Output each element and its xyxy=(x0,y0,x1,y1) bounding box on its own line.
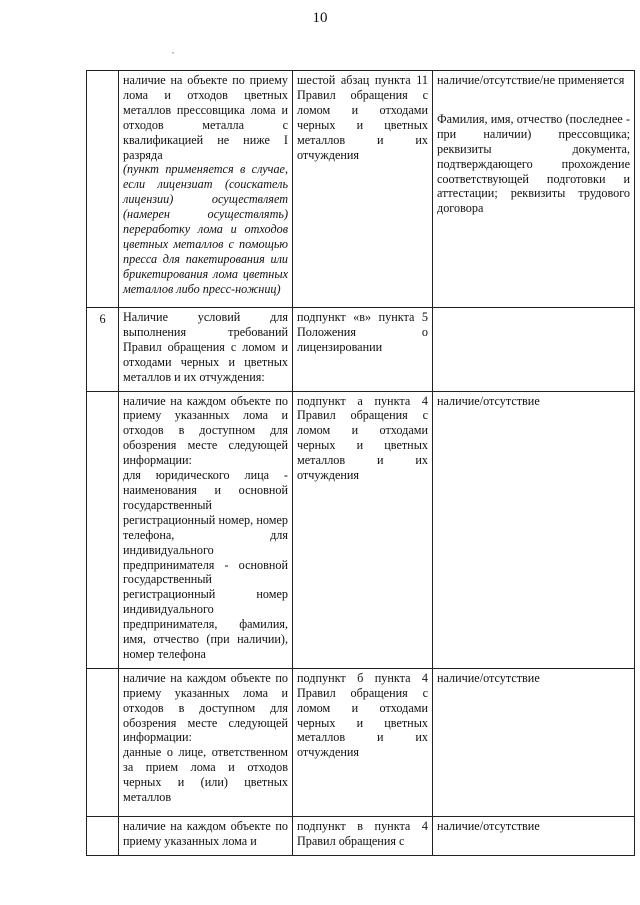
row-number xyxy=(87,668,119,816)
license-requirements-table xyxy=(86,70,635,856)
requirement-detail: данные о лице, ответственном за прием лома и отходов черных и (или) цветных металлов xyxy=(123,745,288,805)
info-cell xyxy=(433,71,635,308)
table-row xyxy=(87,308,635,392)
table-row xyxy=(87,668,635,816)
requirement-text: наличие на объекте по приему лома и отходов цветных металлов прессовщика лома и отходов металла с квалификацией не ниже I разряда xyxy=(123,73,288,162)
row-number xyxy=(87,391,119,668)
info-cell: наличие/отсутствие xyxy=(433,668,635,816)
reference-cell: подпункт б пункта 4 Правил обращения с ломом и отходами черных и цветных металлов и их отчуждения xyxy=(293,668,433,816)
requirement-text: наличие на каждом объекте по приему указанных лома и отходов в доступном для обозрения месте следующей информации: xyxy=(123,393,288,468)
requirement-cell xyxy=(119,391,293,668)
reference-cell: шестой абзац пункта 11 Правил обращения с ломом и отходами черных и цветных металлов и их отчуждения xyxy=(293,71,433,308)
requirement-cell xyxy=(119,71,293,308)
table-row xyxy=(87,71,635,308)
requirement-cell: наличие на каждом объекте по приему указанных лома и xyxy=(119,816,293,855)
info-cell: наличие/отсутствие xyxy=(433,391,635,668)
table-row xyxy=(87,816,635,855)
row-number xyxy=(87,816,119,855)
reference-cell: подпункт а пункта 4 Правил обращения с ломом и отходами черных и цветных металлов и их отчуждения xyxy=(293,391,433,668)
row-number xyxy=(87,71,119,308)
requirement-note: (пункт применяется в случае, если лицензиат (соискатель лицензии) осуществляет (намерен осуществлять) переработку лома и отходов цветных металлов с помощью пресса для пакетирования или брикетирования лома цветных металлов либо пресс-ножниц) xyxy=(123,162,288,296)
table-row xyxy=(87,391,635,668)
info-details: Фамилия, имя, отчество (последнее - при наличии) прессовщика; реквизиты документа, подтверждающего прохождение соответствующей подготовки и аттестации; реквизиты трудового договора xyxy=(437,111,630,216)
reference-cell: подпункт в пункта 4 Правил обращения с xyxy=(293,816,433,855)
requirement-detail: для юридического лица - наименования и основной государственный регистрационный номер, номер телефона, для индивидуального предпринимателя - основной государственный регистрационный номер индивидуального предпринимателя, фамилия, имя, отчество (при наличии), номер телефона xyxy=(123,468,288,661)
row-number: 6 xyxy=(87,308,119,392)
info-cell: наличие/отсутствие xyxy=(433,816,635,855)
requirement-text: наличие на каждом объекте по приему указанных лома и отходов в доступном для обозрения месте следующей информации: xyxy=(123,670,288,745)
reference-cell: подпункт «в» пункта 5 Положения о лицензировании xyxy=(293,308,433,392)
requirement-cell: Наличие условий для выполнения требований Правил обращения с ломом и отходами черных и цветных металлов и их отчуждения: xyxy=(119,308,293,392)
requirement-cell xyxy=(119,668,293,816)
info-cell xyxy=(433,308,635,392)
info-spacer xyxy=(437,88,630,112)
stray-mark: , xyxy=(172,46,174,55)
page-number: 10 xyxy=(312,10,328,26)
info-status: наличие/отсутствие/не применяется xyxy=(437,73,625,87)
